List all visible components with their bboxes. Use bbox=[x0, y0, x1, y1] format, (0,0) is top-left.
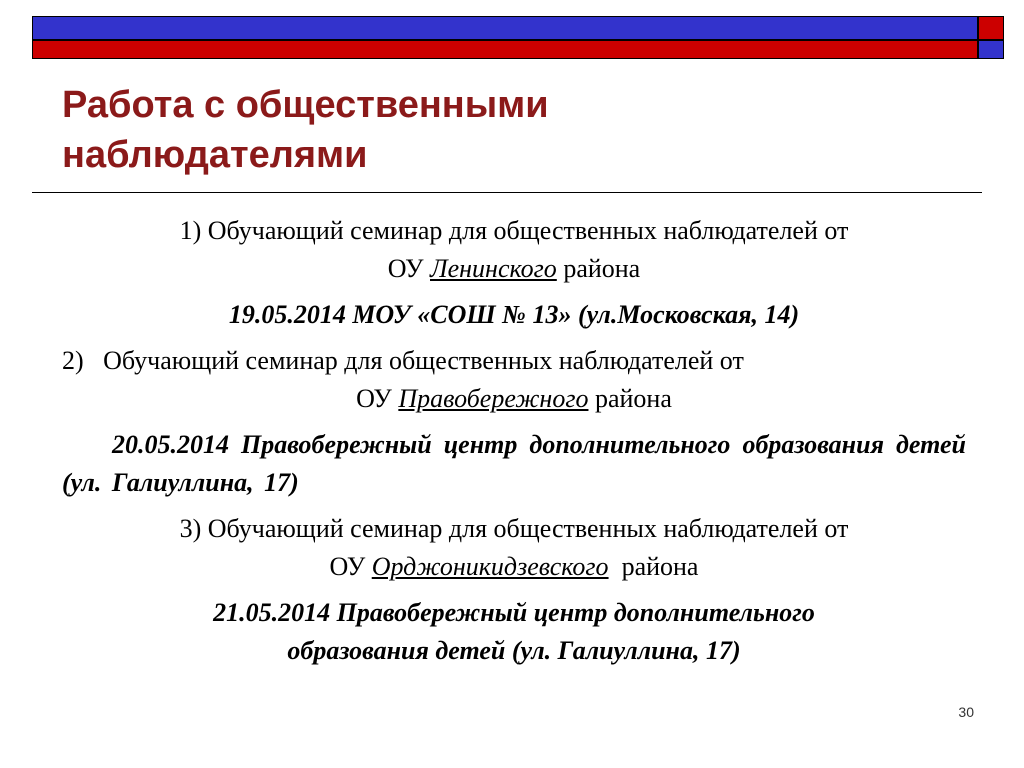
item-2-suffix: района bbox=[594, 384, 672, 413]
corner-square-blue bbox=[978, 40, 1004, 59]
slide-title bbox=[62, 80, 962, 180]
item-1-heading bbox=[62, 212, 966, 288]
item-1-suffix: района bbox=[563, 254, 641, 283]
title-line-1: Работа с общественными bbox=[62, 84, 549, 126]
item-3-district: Орджоникидзевского bbox=[371, 552, 609, 581]
page-number: 30 bbox=[958, 704, 974, 720]
slide-body bbox=[62, 212, 966, 670]
item-3-ou: ОУ bbox=[329, 552, 366, 581]
item-2-heading bbox=[62, 342, 966, 418]
title-divider bbox=[32, 192, 982, 193]
item-3-event-line-1: 21.05.2014 Правобережный центр дополнительного bbox=[213, 598, 815, 627]
item-3-prefix: 3) Обучающий семинар для общественных наблюдателей от bbox=[179, 514, 849, 543]
item-2-prefix: 2) Обучающий семинар для общественных наблюдателей от bbox=[62, 346, 744, 375]
top-band-red bbox=[32, 40, 978, 59]
item-2-district: Правобережного bbox=[398, 384, 589, 413]
item-1-event: 19.05.2014 МОУ «СОШ № 13» (ул.Московская, 14) bbox=[228, 300, 800, 329]
top-band-blue bbox=[32, 16, 978, 40]
item-3-event-line-2: образования детей (ул. Галиуллина, 17) bbox=[287, 636, 741, 665]
item-3-event bbox=[62, 594, 966, 670]
item-2-ou: ОУ bbox=[356, 384, 392, 413]
item-3-suffix: района bbox=[621, 552, 699, 581]
title-line-2: наблюдателями bbox=[62, 134, 368, 176]
corner-square-red bbox=[978, 16, 1004, 40]
item-1-prefix: 1) Обучающий семинар для общественных наблюдателей от bbox=[179, 216, 849, 245]
item-1-ou: ОУ bbox=[387, 254, 424, 283]
item-1-district: Ленинского bbox=[430, 254, 557, 283]
item-2-event: 20.05.2014 Правобережный центр дополнительного образования детей (ул. Галиуллина, 17) bbox=[62, 430, 966, 497]
item-3-heading bbox=[62, 510, 966, 586]
